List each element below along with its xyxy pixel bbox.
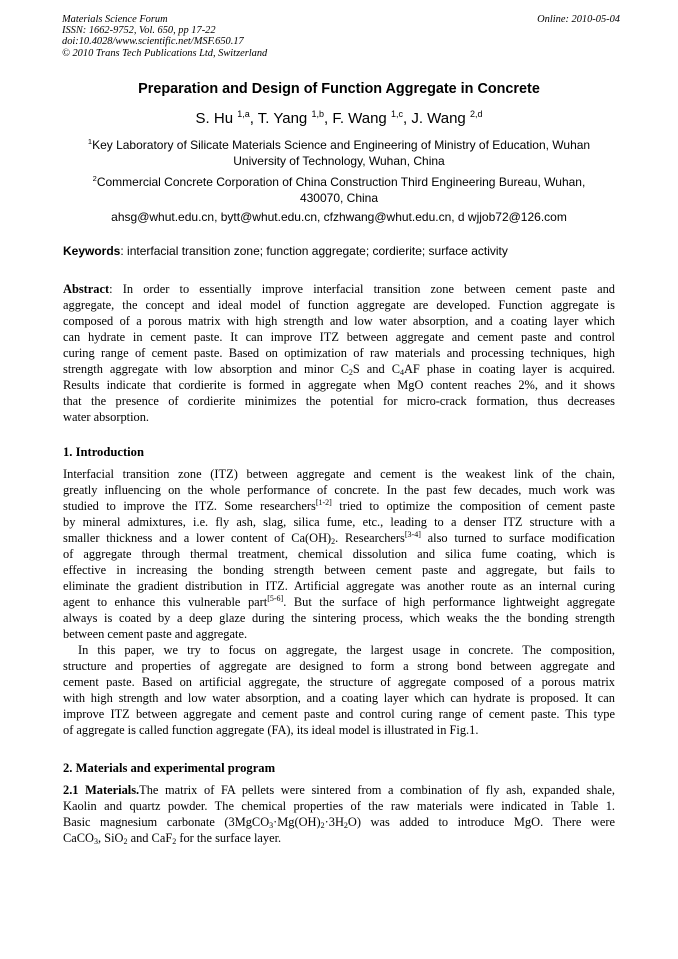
author-name: F. Wang	[332, 110, 387, 127]
author-emails: ahsg@whut.edu.cn, bytt@whut.edu.cn, cfzhwang@whut.edu.cn, d wjjob72@126.com	[111, 210, 567, 224]
abstract-label: Abstract	[63, 282, 110, 296]
affiliation-mark: 1	[87, 137, 93, 146]
author-affil-mark: 1,b	[311, 109, 324, 119]
abstract-line: Results indicate that cordierite is formed in aggregate when MgO content reaches 2%, and it shows	[63, 378, 615, 392]
body-line: improve ITZ between aggregate and cement paste and control curing range of cement paste. This type	[63, 707, 615, 721]
section-heading-materials: 2. Materials and experimental program	[63, 761, 276, 775]
abstract-line: Abstract: In order to essentially improve interfacial transition zone between cement paste and	[63, 282, 615, 296]
section-heading-introduction: 1. Introduction	[63, 445, 144, 459]
body-line: always is coated by a deep glaze during the sintering process, which weaks the the bonding strength	[63, 611, 615, 625]
author-name: J. Wang	[411, 110, 466, 127]
author-name: S. Hu	[195, 110, 234, 127]
journal-name: Materials Science Forum	[62, 14, 168, 25]
online-date: Online: 2010-05-04	[537, 14, 620, 25]
abstract	[63, 281, 615, 425]
body-line: CaCO$_3$, SiO$_2$ and CaF$_2$ for the surface layer.	[63, 831, 282, 846]
keywords-text: : interfacial transition zone; function aggregate; cordierite; surface activity	[120, 244, 508, 258]
citation-ref: [3-4]	[404, 530, 421, 539]
body-line: Basic magnesium carbonate $(3MgCO_3\cdot Mg(OH)_2\cdot 3H_2O)$ was added to introduce MgO. There were	[63, 815, 615, 830]
affiliation-line: University of Technology, Wuhan, China	[233, 154, 445, 168]
body-line: by mineral admixtures, i.e. fly ash, slag, silica fume, etc., leading to a denser ITZ structure with a	[63, 515, 615, 529]
body-line: with high strength and low water absorption, and a coating layer which can hydrate is proposed. It can	[63, 691, 615, 705]
affiliation-1	[62, 137, 616, 169]
body-line: agent to enhance this vulnerable part[5-6]. But the surface of high performance lightweight aggregate	[63, 594, 615, 609]
paper-title: Preparation and Design of Function Aggregate in Concrete	[138, 81, 540, 97]
abstract-line: can hydrate in cement paste. It can improve ITZ between aggregate and cement paste and control	[63, 330, 615, 344]
affiliation-line: Key Laboratory of Silicate Materials Science and Engineering of Ministry of Education, Wuhan	[92, 138, 591, 152]
body-line: Interfacial transition zone (ITZ) between aggregate and cement is the weakest link of the chain,	[63, 467, 615, 481]
citation-ref: [5-6]	[267, 594, 284, 603]
body-line: 2.1 Materials.The matrix of FA pellets were sintered from a combination of fly ash, expanded shale,	[63, 783, 615, 797]
body-line: cement paste. Based on artificial aggregate, the structure of aggregate composed of a porous matrix	[63, 675, 615, 689]
introduction-body	[63, 466, 615, 738]
keywords	[63, 243, 508, 259]
abstract-line: water absorption.	[63, 410, 150, 424]
copyright-line: © 2010 Trans Tech Publications Ltd, Switzerland	[62, 47, 268, 59]
body-line: In this paper, we try to focus on aggregate, the largest usage in concrete. The composition,	[78, 643, 615, 657]
journal-header	[62, 14, 267, 59]
keywords-label: Keywords	[63, 244, 121, 258]
body-line: of aggregate through thermal treatment, chemical dissolution and silica fume coating, which is	[63, 547, 615, 561]
doi-line: doi:10.4028/www.scientific.net/MSF.650.17	[62, 36, 244, 48]
materials-body	[63, 782, 615, 846]
body-line: between cement paste and aggregate.	[63, 627, 248, 641]
author-affil-mark: 2,d	[469, 109, 483, 119]
abstract-line: composed of a porous matrix with high strength and low water absorption, and a coating layer which	[63, 314, 615, 328]
body-line: smaller thickness and a lower content of $Ca(OH)_2$. Researchers[3-4] also turned to surface modification	[63, 530, 615, 546]
subsection-heading: 2.1 Materials.	[63, 783, 140, 797]
abstract-line: that the presence of cordierite minimizes the potential for micro-crack formation, thus decreases	[63, 394, 615, 408]
body-line: of aggregate is called function aggregate (FA), its ideal model is illustrated in Fig.1.	[63, 723, 479, 737]
author-list: S. Hu $^{1,a}$, T. Yang $^{1,b}$, F. Wang $^{1,c}$, J. Wang $^{2,d}$	[195, 109, 483, 127]
affiliation-line: 430070, China	[299, 191, 379, 205]
body-line: structure and properties of aggregate are designed to form a strong bond between aggregate and	[63, 659, 615, 673]
affiliation-2	[62, 174, 616, 206]
body-line: studied to improve the ITZ. Some researchers[1-2] tried to optimize the composition of cement paste	[63, 498, 615, 513]
author-name: T. Yang	[257, 110, 308, 127]
author-affil-mark: 1,a	[237, 109, 250, 119]
issn-line: ISSN: 1662-9752, Vol. 650, pp 17-22	[62, 25, 216, 37]
author-affil-mark: 1,c	[390, 109, 403, 119]
affiliation-mark: 2	[92, 174, 97, 183]
abstract-line: strength aggregate with low absorption and minor $C_2S$ and $C_4AF$ phase in coating layer is acquired.	[63, 362, 616, 377]
body-line: Kaolin and quartz powder. The chemical properties of the raw materials were indicated in Table 1.	[63, 799, 615, 813]
citation-ref: [1-2]	[315, 498, 332, 507]
affiliation-line: Commercial Concrete Corporation of China Construction Third Engineering Bureau, Wuhan,	[96, 175, 586, 189]
body-line: eliminate the gradient distribution in ITZ. Artificial aggregate was another route as an internal curing	[63, 579, 615, 593]
abstract-line: aggregate, the concept and ideal model of function aggregate are developed. Function aggregate is	[63, 298, 615, 312]
body-line: effective in increasing the bonding strength between cement paste and aggregate, but fails to	[63, 563, 615, 577]
body-line: greatly influencing on the whole performance of concrete. In the past few decades, much work was	[63, 483, 615, 497]
abstract-line: curing range of cement paste. Based on optimization of raw materials and processing techniques, high	[63, 346, 615, 360]
